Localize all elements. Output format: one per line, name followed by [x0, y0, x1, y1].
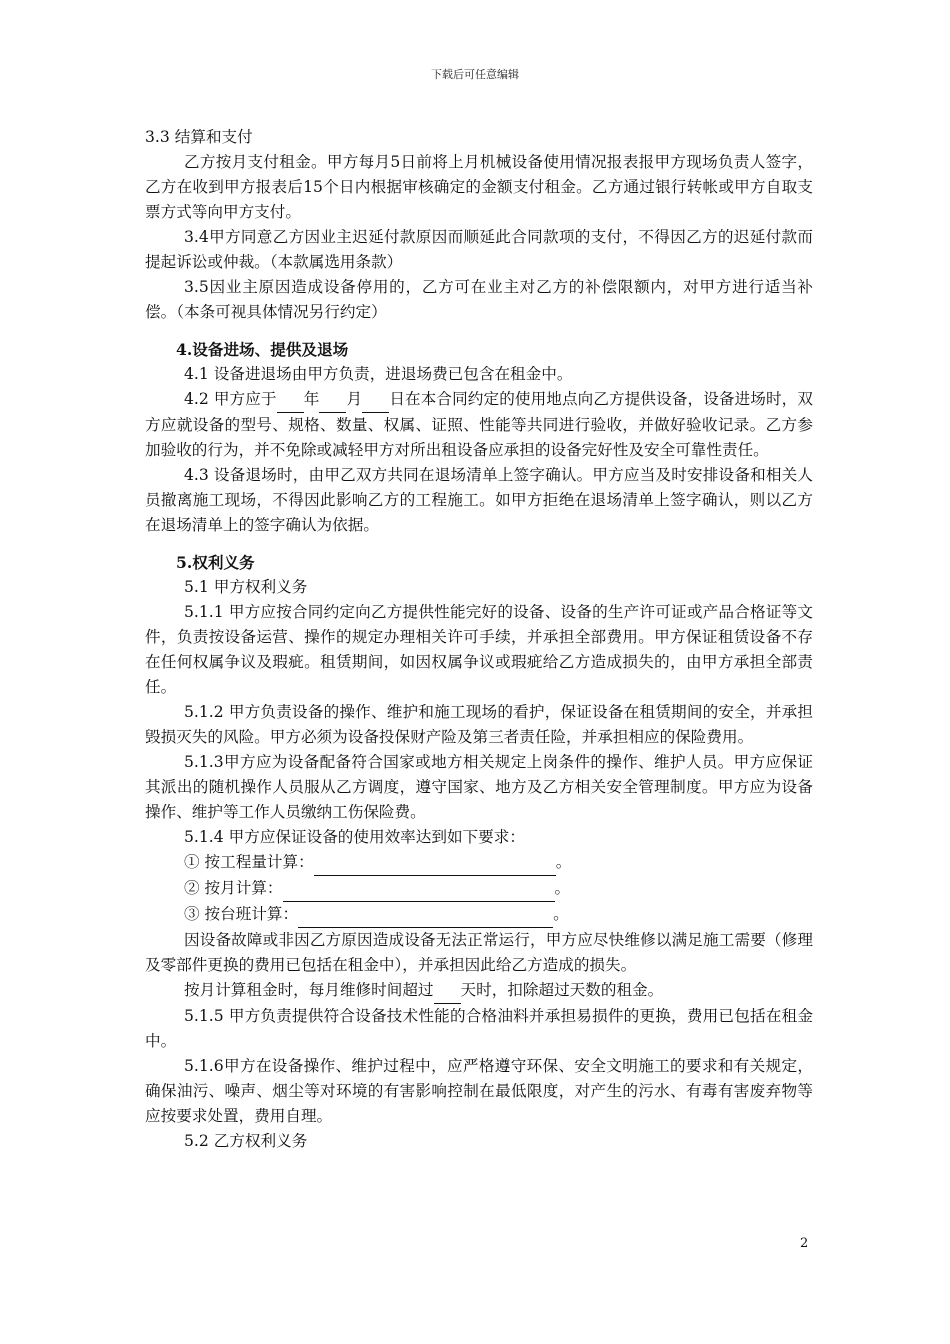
days-blank — [434, 978, 461, 1004]
option-2-blank — [283, 876, 555, 902]
paragraph-5-1-2: 5.1.2 甲方负责设备的操作、维护和施工现场的看护，保证设备在租赁期间的安全，并承担毁损灭失的风险。甲方必须为设备投保财产险及第三者责任险，并承担相应的保险费用。 — [145, 703, 813, 746]
page-header: 下载后可任意编辑 — [431, 68, 519, 81]
section-4-heading: 4.设备进场、提供及退场 — [176, 340, 349, 359]
paragraph-5-1-5: 5.1.5 甲方负责提供符合设备技术性能的合格油料并承担易损件的更换，费用已包括在租金中。 — [145, 1007, 813, 1050]
option-1-blank — [314, 850, 556, 876]
page-number: 2 — [800, 1236, 809, 1251]
monthly-rent-text-a: 按月计算租金时，每月维修时间超过 — [184, 981, 434, 999]
option-2-end: 。 — [554, 879, 571, 897]
paragraph-4-2-text-a: 4.2 甲方应于 — [184, 390, 277, 408]
paragraph-5-2: 5.2 乙方权利义务 — [184, 1132, 308, 1150]
day-blank — [362, 387, 389, 413]
paragraph-5-1: 5.1 甲方权利义务 — [184, 578, 308, 596]
paragraph-4-3: 4.3 设备退场时，由甲乙双方共同在退场清单上签字确认。甲方应当及时安排设备和相关人员撤离施工现场，不得因此影响乙方的工程施工。如甲方拒绝在退场清单上签字确认，则以乙方在退场清单上的签字确认为依据。 — [145, 466, 813, 534]
option-by-month — [145, 876, 813, 902]
paragraph-5-1-6: 5.1.6甲方在设备操作、维护过程中，应严格遵守环保、安全文明施工的要求和有关规定，确保油污、噪声、烟尘等对环境的有害影响控制在最低限度，对产生的污水、有毒有害废弃物等应按要求处置，费用自理。 — [145, 1057, 813, 1125]
paragraph-4-2-text-b: 年 — [303, 390, 320, 408]
paragraph-5-1-4: 5.1.4 甲方应保证设备的使用效率达到如下要求： — [184, 828, 525, 846]
paragraph-4-2-text-d: 日在本合同约定的使用地点向乙方提供设备，设备进场时，双方应就设备的型号、规格、数量、权属、证照、性能等共同进行验收，并做好验收记录。乙方参加验收的行为，并不免除或减轻甲方对所出租设备应承担的设备完好性及安全可靠性责任。 — [145, 390, 813, 459]
option-3-label: ③ 按台班计算： — [184, 905, 299, 923]
paragraph-4-2-text-c: 月 — [346, 390, 363, 408]
year-blank — [277, 387, 304, 413]
option-1-end: 。 — [555, 853, 572, 871]
option-by-quantity — [145, 850, 813, 876]
option-3-end: 。 — [553, 905, 569, 923]
monthly-rent-text-b: 天时，扣除超过天数的租金。 — [460, 981, 664, 999]
option-1-label: ① 按工程量计算： — [184, 853, 314, 871]
paragraph-5-1-1: 5.1.1 甲方应按合同约定向乙方提供性能完好的设备、设备的生产许可证或产品合格证等文件，负责按设备运营、操作的规定办理相关许可手续，并承担全部费用。甲方保证租赁设备不存在任何权属争议及瑕疵。租赁期间，如因权属争议或瑕疵给乙方造成损失的，由甲方承担全部责任。 — [145, 603, 813, 696]
paragraph-monthly-rent — [145, 978, 813, 1004]
paragraph-fault: 因设备故障或非因乙方原因造成设备无法正常运行，甲方应尽快维修以满足施工需要（修理及零部件更换的费用已包括在租金中），并承担因此给乙方造成的损失。 — [145, 931, 813, 974]
paragraph-5-1-3: 5.1.3甲方应为设备配备符合国家或地方相关规定上岗条件的操作、维护人员。甲方应保证其派出的随机操作人员服从乙方调度，遵守国家、地方及乙方相关安全管理制度。甲方应为设备操作、维护等工作人员缴纳工伤保险费。 — [145, 753, 813, 821]
paragraph-4-2 — [145, 387, 813, 463]
option-2-label: ② 按月计算： — [184, 879, 283, 897]
section-5-heading: 5.权利义务 — [176, 553, 255, 572]
document-body — [145, 125, 813, 1154]
option-by-shift — [145, 902, 813, 928]
month-blank — [319, 387, 346, 413]
paragraph-3-3: 乙方按月支付租金。甲方每月5日前将上月机械设备使用情况报表报甲方现场负责人签字，乙方在收到甲方报表后15个日内根据审核确定的金额支付租金。乙方通过银行转帐或甲方自取支票方式等向甲方支付。 — [145, 153, 813, 221]
option-3-blank — [298, 902, 553, 928]
section-3-3-title: 3.3 结算和支付 — [145, 128, 253, 146]
paragraph-3-5: 3.5因业主原因造成设备停用的，乙方可在业主对乙方的补偿限额内，对甲方进行适当补偿。（本条可视具体情况另行约定） — [145, 278, 813, 321]
paragraph-4-1: 4.1 设备进退场由甲方负责，进退场费已包含在租金中。 — [184, 365, 573, 383]
paragraph-3-4: 3.4甲方同意乙方因业主迟延付款原因而顺延此合同款项的支付，不得因乙方的迟延付款而提起诉讼或仲裁。（本款属选用条款） — [145, 228, 813, 271]
